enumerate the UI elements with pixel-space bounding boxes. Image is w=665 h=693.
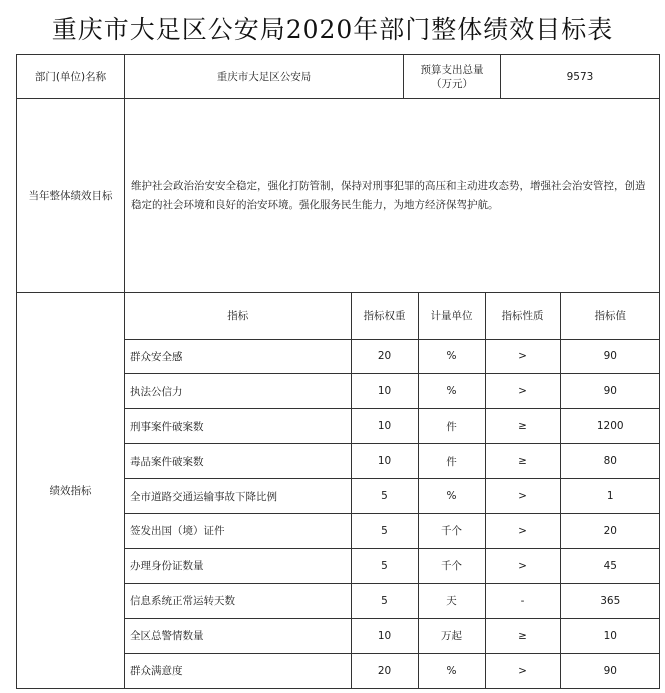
indicator-weight: 5 [351, 479, 418, 514]
indicator-nature: > [485, 479, 560, 514]
indicator-nature: > [485, 653, 560, 688]
indicators-label: 绩效指标 [17, 293, 125, 689]
table-row [125, 479, 660, 514]
goal-text: 维护社会政治治安安全稳定，强化打防管制，保持对刑事犯罪的高压和主动进攻态势，增强社会治安管控，创造稳定的社会环境和良好的治安环境。强化服务民生能力，为地方经济保驾护航。 [125, 99, 660, 293]
header-col-value: 指标值 [560, 293, 660, 339]
dept-value: 重庆市大足区公安局 [125, 55, 404, 99]
table-row [125, 513, 660, 548]
indicator-name: 信息系统正常运转天数 [125, 583, 351, 618]
indicator-nature: > [485, 374, 560, 409]
indicator-name: 群众满意度 [125, 653, 351, 688]
header-col-unit: 计量单位 [418, 293, 485, 339]
dept-label: 部门(单位)名称 [17, 55, 125, 99]
table-row [125, 653, 660, 688]
indicator-unit: % [418, 653, 485, 688]
indicator-nature: - [485, 583, 560, 618]
indicator-nature: > [485, 339, 560, 374]
indicator-value: 45 [560, 548, 660, 583]
indicator-name: 全市道路交通运输事故下降比例 [125, 479, 351, 514]
indicator-nature: > [485, 548, 560, 583]
budget-label-line1: 预算支出总量 [420, 63, 484, 76]
indicator-weight: 5 [351, 548, 418, 583]
budget-value: 9573 [501, 55, 660, 99]
indicator-value: 10 [560, 618, 660, 653]
indicator-weight: 20 [351, 339, 418, 374]
indicator-name: 全区总警情数量 [125, 618, 351, 653]
indicator-weight: 20 [351, 653, 418, 688]
indicator-name: 毒品案件破案数 [125, 444, 351, 479]
indicator-unit: % [418, 374, 485, 409]
indicator-nature: ≥ [485, 618, 560, 653]
indicators-table [125, 293, 660, 688]
header-col-weight: 指标权重 [351, 293, 418, 339]
indicator-nature: ≥ [485, 409, 560, 444]
indicator-value: 80 [560, 444, 660, 479]
indicator-unit: % [418, 479, 485, 514]
performance-table [16, 54, 660, 689]
indicators-cell [125, 293, 660, 689]
header-row [17, 55, 660, 99]
table-row [125, 444, 660, 479]
indicator-name: 刑事案件破案数 [125, 409, 351, 444]
budget-label-line2: （万元） [431, 77, 473, 90]
indicator-name: 执法公信力 [125, 374, 351, 409]
indicator-nature: > [485, 513, 560, 548]
indicator-unit: 万起 [418, 618, 485, 653]
indicator-name: 群众安全感 [125, 339, 351, 374]
indicator-unit: 件 [418, 444, 485, 479]
budget-label [404, 55, 501, 99]
table-row [125, 409, 660, 444]
header-col-indicator: 指标 [125, 293, 351, 339]
indicator-value: 90 [560, 339, 660, 374]
indicator-value: 1200 [560, 409, 660, 444]
indicator-value: 90 [560, 653, 660, 688]
indicator-value: 365 [560, 583, 660, 618]
page-title: 重庆市大足区公安局2020年部门整体绩效目标表 [51, 15, 614, 44]
goal-label: 当年整体绩效目标 [17, 99, 125, 293]
indicator-weight: 5 [351, 583, 418, 618]
table-row [125, 374, 660, 409]
indicator-unit: 件 [418, 409, 485, 444]
table-row [125, 583, 660, 618]
header-col-nature: 指标性质 [485, 293, 560, 339]
indicator-name: 签发出国（境）证件 [125, 513, 351, 548]
indicator-unit: 千个 [418, 548, 485, 583]
indicator-weight: 10 [351, 374, 418, 409]
indicator-unit: 千个 [418, 513, 485, 548]
indicator-weight: 5 [351, 513, 418, 548]
goal-row [17, 99, 660, 293]
indicator-unit: 天 [418, 583, 485, 618]
table-row [125, 548, 660, 583]
indicator-weight: 10 [351, 618, 418, 653]
indicator-value: 20 [560, 513, 660, 548]
table-row [125, 339, 660, 374]
indicators-row [17, 293, 660, 689]
indicator-name: 办理身份证数量 [125, 548, 351, 583]
indicators-header-row [125, 293, 660, 339]
indicator-weight: 10 [351, 409, 418, 444]
indicator-value: 90 [560, 374, 660, 409]
indicator-nature: ≥ [485, 444, 560, 479]
indicator-value: 1 [560, 479, 660, 514]
indicator-weight: 10 [351, 444, 418, 479]
table-row [125, 618, 660, 653]
indicator-unit: % [418, 339, 485, 374]
